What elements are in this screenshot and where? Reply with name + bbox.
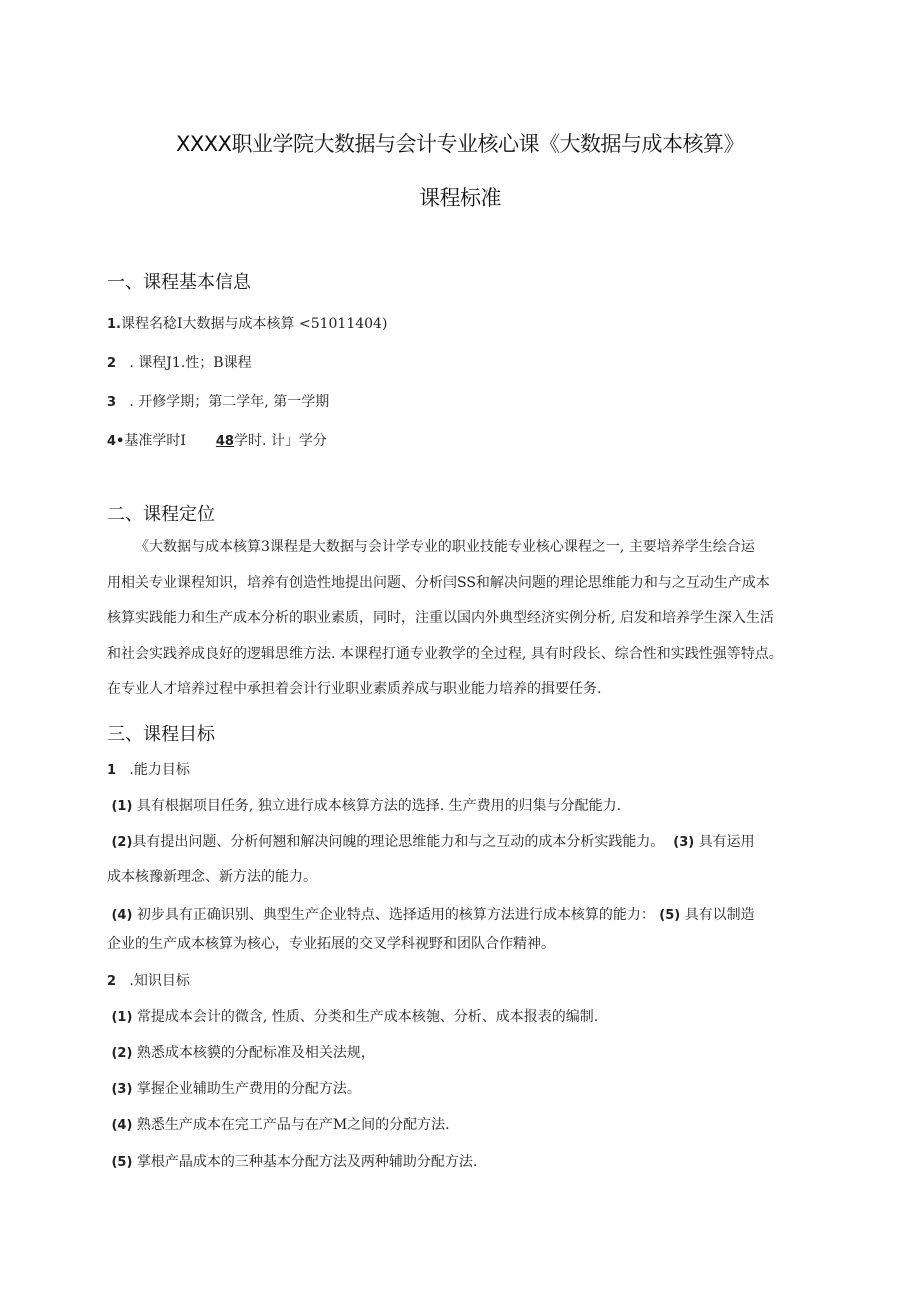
info-item-text: . 课程J1.性；B课程 <box>129 355 252 371</box>
goal-text: 初步具有正确识别、典型生产企业特点、选择适用的核算方法进行成本核算的能力： <box>136 907 655 923</box>
paragraph-line: 《大数据与成本核算3课程是大数据与会计学专业的职业技能专业核心课程之一, 主要培养学生绘合运 <box>135 539 755 555</box>
ability-goal-2-cont <box>107 866 317 886</box>
goal-text: 熟悉成本核貘的分配标准及相关法规， <box>136 1045 375 1061</box>
goal-number: (5) <box>659 908 681 923</box>
info-item-1 <box>107 313 387 333</box>
info-item-number: 4• <box>107 434 125 449</box>
knowledge-goal-5 <box>107 1151 477 1171</box>
ability-goal-4 <box>107 904 755 924</box>
goal-text: 掌握企业辅助生产费用的分配方法。 <box>136 1081 361 1097</box>
ability-goals-heading <box>107 759 190 779</box>
paragraph-line: 在专业人才培养过程中承担着会计行业职业素质养成与职业能力培养的揖要任务. <box>107 681 602 697</box>
subsection-number: 2 <box>107 974 117 989</box>
section-2-heading: 二、课程定位 <box>107 504 215 525</box>
goal-number: (1) <box>111 1010 133 1025</box>
goal-text: 具有提出问题、分析何翘和解决问魄的理论思维能力和与之互动的成本分析实践能力。 <box>132 834 665 850</box>
course-positioning-paragraph <box>107 530 837 708</box>
ability-goal-1 <box>107 795 621 815</box>
paragraph-line: 用相关专业课程知识，培养有创造性地提出问题、分析闫SS和解决问题的理论思维能力和与之互动生产成本 <box>107 574 770 591</box>
goal-number: (5) <box>111 1155 133 1170</box>
paragraph-line: 核算实践能力和生产成本分析的职业素质，同时，注重以国内外典型经济实例分析, 启发和培养学生深入生活 <box>107 610 774 626</box>
goal-text: 成本核豫新理念、新方法的能力。 <box>107 869 317 885</box>
paragraph-line: 和社会实践养成良好的逻辑思维方法. 本课程打通专业教学的全过程, 具有时段长、综合性和实践性强等特点。 <box>107 645 783 662</box>
info-item-rest: 学时. 计」学分 <box>233 433 327 449</box>
section-1-heading: 一、课程基本信息 <box>107 272 251 293</box>
ability-goal-4-cont <box>107 933 555 953</box>
goal-text: 具有根据项目任务, 独立进行成本核算方法的选择. 生产费用的归集与分配能力. <box>136 798 622 814</box>
info-item-text: . 开修学期；第二学年, 第一学期 <box>129 394 330 410</box>
goal-text: 企业的生产成本核算为核心，专业拓展的交叉学科视野和团队合作精神。 <box>107 936 555 952</box>
knowledge-goal-1 <box>107 1006 598 1026</box>
info-item-4 <box>107 430 327 450</box>
info-item-number: 3 <box>107 395 117 410</box>
goal-number: (1) <box>111 799 133 814</box>
goal-number: (2) <box>111 1046 133 1061</box>
goal-text: 熟悉生产成本在完工产品与在产M之间的分配方法. <box>136 1117 450 1133</box>
subsection-label: .能力目标 <box>129 762 190 778</box>
goal-number: (3) <box>111 1082 133 1097</box>
ability-goal-2 <box>107 831 755 851</box>
knowledge-goals-heading <box>107 970 190 990</box>
goal-text: 具有以制造 <box>684 907 755 923</box>
knowledge-goal-3 <box>107 1078 361 1098</box>
goal-text: 掌根产晶成本的三种基本分配方法及两种辅助分配方法. <box>136 1154 478 1170</box>
subsection-number: 1 <box>107 763 117 778</box>
goal-number: (2) <box>111 835 133 850</box>
info-item-number: 2 <box>107 356 117 371</box>
info-item-3 <box>107 391 329 411</box>
info-item-text: 课程名稔I大数据与成本核算 <51011404) <box>120 316 388 332</box>
document-subtitle: 课程标准 <box>419 186 501 210</box>
goal-number: (4) <box>111 1118 133 1133</box>
section-3-heading: 三、课程目标 <box>107 724 215 745</box>
credit-hours-value: 48 <box>215 434 234 449</box>
document-title: XXXX职业学院大数据与会计专业核心课《大数据与成本核算》 <box>175 132 745 156</box>
knowledge-goal-4 <box>107 1114 450 1134</box>
goal-text: 具有运用 <box>698 834 755 850</box>
knowledge-goal-2 <box>107 1042 375 1062</box>
info-item-text: 基准学时I <box>124 433 186 449</box>
info-item-2 <box>107 352 252 372</box>
goal-text: 常提成本会计的微含, 性质、分类和生产成本核匏、分析、成本报表的编制. <box>136 1009 599 1025</box>
goal-number: (3) <box>673 835 695 850</box>
info-item-number: 1. <box>107 317 121 332</box>
subsection-label: .知识目标 <box>129 973 190 989</box>
goal-number: (4) <box>111 908 133 923</box>
